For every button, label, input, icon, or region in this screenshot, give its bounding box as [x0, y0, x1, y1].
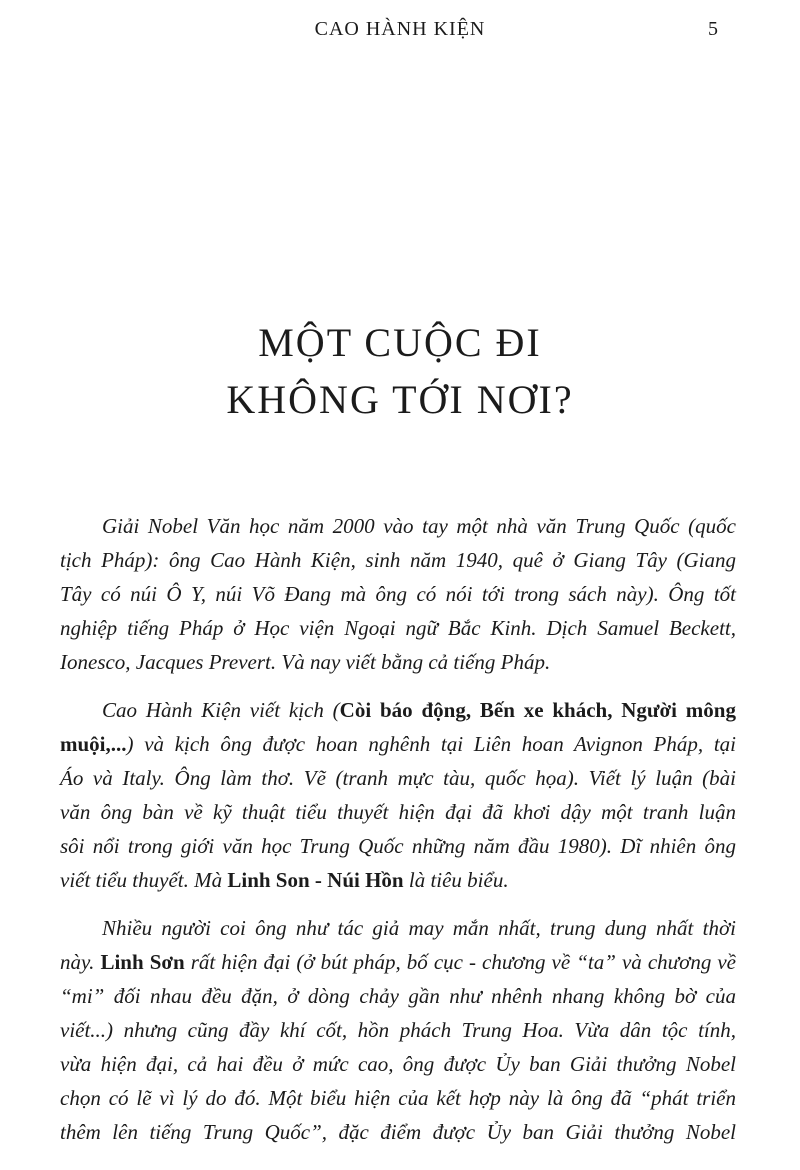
text-line	[60, 945, 736, 979]
text-line	[60, 1013, 736, 1047]
text-line	[60, 1081, 736, 1115]
text-line	[60, 911, 736, 945]
page-number: 5	[708, 18, 718, 40]
italic-text-segment: Cao Hành Kiện viết kịch (	[102, 698, 340, 722]
text-line	[60, 577, 736, 611]
italic-text-segment: sôi nổi trong giới văn học Trung Quốc những năm đầu 1980). Dĩ nhiên ông	[60, 834, 736, 858]
text-line	[60, 611, 736, 645]
paragraph	[60, 509, 736, 679]
text-line	[60, 727, 736, 761]
italic-text-segment: Nhiều người coi ông như tác giả may mắn nhất, trung dung nhất thời	[102, 916, 736, 940]
chapter-title-line-1: MỘT CUỘC ĐI	[258, 320, 542, 365]
text-line	[60, 1047, 736, 1081]
paragraph	[60, 911, 736, 1149]
paragraph	[60, 693, 736, 897]
italic-text-segment: vừa hiện đại, cả hai đều ở mức cao, ông được Ủy ban Giải thưởng Nobel	[60, 1052, 736, 1076]
italic-text-segment: văn ông bàn về kỹ thuật tiểu thuyết hiện đại đã khơi dậy một tranh luận	[60, 800, 736, 824]
text-line	[60, 761, 736, 795]
chapter-title	[0, 314, 800, 428]
italic-text-segment: ) và kịch ông được hoan nghênh tại Liên hoan Avignon Pháp, tại	[126, 732, 736, 756]
italic-text-segment: tịch Pháp): ông Cao Hành Kiện, sinh năm 1940, quê ở Giang Tây (Giang	[60, 548, 736, 572]
text-line	[60, 509, 736, 543]
italic-text-segment: là tiêu biểu.	[403, 868, 509, 892]
running-head: CAO HÀNH KIỆN	[314, 18, 486, 40]
chapter-title-line-2: KHÔNG TỚI NƠI?	[226, 377, 574, 422]
text-line	[60, 693, 736, 727]
italic-text-segment: viết...) nhưng cũng đầy khí cốt, hồn phách Trung Hoa. Vừa dân tộc tính,	[60, 1018, 736, 1042]
text-line	[60, 829, 736, 863]
bold-text-segment: Linh Son - Núi Hồn	[227, 868, 404, 892]
text-line	[60, 1115, 736, 1149]
body-text	[60, 509, 736, 1149]
text-line	[60, 645, 736, 679]
italic-text-segment: nghiệp tiếng Pháp ở Học viện Ngoại ngữ Bắc Kinh. Dịch Samuel Beckett,	[60, 616, 736, 640]
text-line	[60, 863, 736, 897]
italic-text-segment: Giải Nobel Văn học năm 2000 vào tay một nhà văn Trung Quốc (quốc	[102, 514, 736, 538]
italic-text-segment: Ionesco, Jacques Prevert. Và nay viết bằng cả tiếng Pháp.	[60, 650, 551, 674]
italic-text-segment: Tây có núi Ô Y, núi Võ Đang mà ông có nói tới trong sách này). Ông tốt	[60, 582, 736, 606]
text-line	[60, 543, 736, 577]
italic-text-segment: Áo và Italy. Ông làm thơ. Vẽ (tranh mực tàu, quốc họa). Viết lý luận (bài	[60, 766, 736, 790]
text-line	[60, 979, 736, 1013]
italic-text-segment: viết tiểu thuyết. Mà	[60, 868, 228, 892]
italic-text-segment: này.	[60, 950, 101, 974]
italic-text-segment: chọn có lẽ vì lý do đó. Một biểu hiện của kết hợp này là ông đã “phát triển	[60, 1086, 736, 1110]
text-line	[60, 795, 736, 829]
italic-text-segment: “mi” đối nhau đều đặn, ở dòng chảy gần như nhênh nhang không bờ của	[60, 984, 736, 1008]
italic-text-segment: rất hiện đại (ở bút pháp, bố cục - chương về “ta” và chương về	[184, 950, 737, 974]
bold-text-segment: Linh Sơn	[100, 950, 185, 974]
bold-text-segment: muội,...	[60, 732, 127, 756]
bold-text-segment: Còi báo động, Bến xe khách, Người mông	[339, 698, 736, 722]
italic-text-segment: thêm lên tiếng Trung Quốc”, đặc điểm được Ủy ban Giải thưởng Nobel	[60, 1120, 736, 1144]
